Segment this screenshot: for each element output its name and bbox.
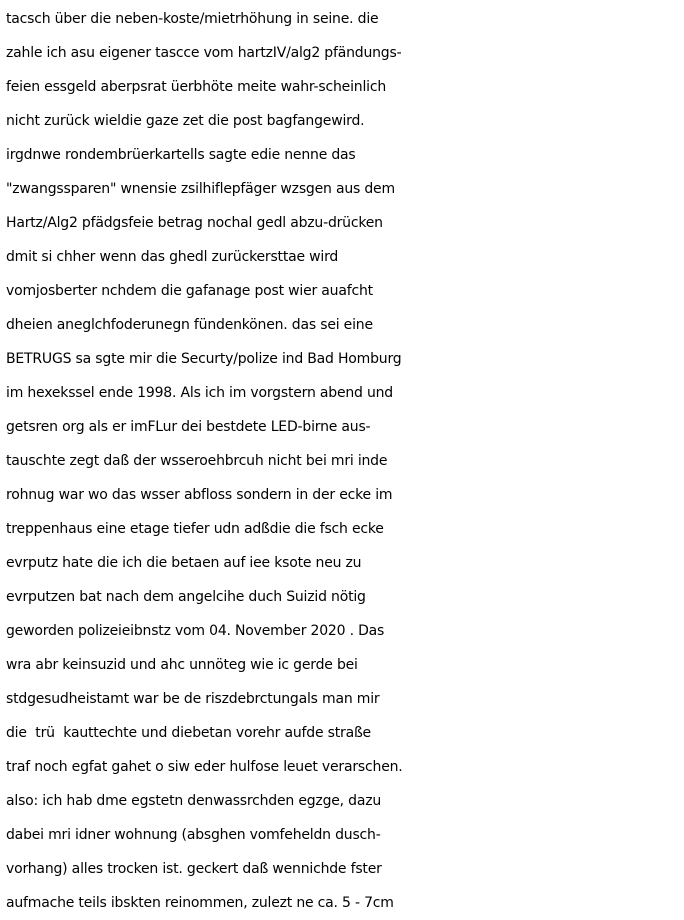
text-line: also: ich hab dme egstetn denwassrchden egzge, dazu [6,793,382,809]
text-line: irgdnwe rondembrüerkartells sagte edie nenne das [6,147,356,163]
text-line: dheien aneglchfoderunegn fündenkönen. das sei eine [6,317,373,333]
text-line: wra abr keinsuzid und ahc unnöteg wie ic gerde bei [6,657,358,673]
text-line: nicht zurück wieldie gaze zet die post bagfangewird. [6,113,365,129]
text-line: vomjosberter nchdem die gafanage post wier auafcht [6,283,373,299]
text-line: die trü kauttechte und diebetan vorehr aufde straße [6,725,371,741]
text-line: BETRUGS sa sgte mir die Securty/polize ind Bad Homburg [6,351,402,367]
text-line: aufmache teils ibskten reinommen, zulezt ne ca. 5 - 7cm [6,895,394,911]
text-line: geworden polizeieibnstz vom 04. November 2020 . Das [6,623,385,639]
text-line: vorhang) alles trocken ist. geckert daß wennichde fster [6,861,382,877]
text-line: dmit si chher wenn das ghedl zurückersttae wird [6,249,339,265]
text-line: getsren org als er imFLur dei bestdete LED-birne aus- [6,419,371,435]
text-line: treppenhaus eine etage tiefer udn adßdie die fsch ecke [6,521,384,537]
text-line: traf noch egfat gahet o siw eder hulfose leuet verarschen. [6,759,403,775]
text-line: "zwangssparen" wnensie zsilhiflepfäger wzsgen aus dem [6,181,395,197]
text-line: feien essgeld aberpsrat üerbhöte meite wahr-scheinlich [6,79,387,95]
text-line: rohnug war wo das wsser abfloss sondern in der ecke im [6,487,393,503]
text-line: tacsch über die neben-koste/mietrhöhung in seine. die [6,11,379,27]
text-line: stdgesudheistamt war be de riszdebrctungals man mir [6,691,380,707]
text-line: im hexekssel ende 1998. Als ich im vorgstern abend und [6,385,393,401]
text-line: evrputz hate die ich die betaen auf iee ksote neu zu [6,555,362,571]
text-line: evrputzen bat nach dem angelcihe duch Suizid nötig [6,589,366,605]
text-line: tauschte zegt daß der wsseroehbrcuh nicht bei mri inde [6,453,388,469]
text-line: zahle ich asu eigener tascce vom hartzIV/alg2 pfändungs- [6,45,402,61]
text-line: dabei mri idner wohnung (absghen vomfeheldn dusch- [6,827,381,843]
text-line: Hartz/Alg2 pfädgsfeie betrag nochal gedl abzu-drücken [6,215,383,231]
document-body [6,2,682,920]
